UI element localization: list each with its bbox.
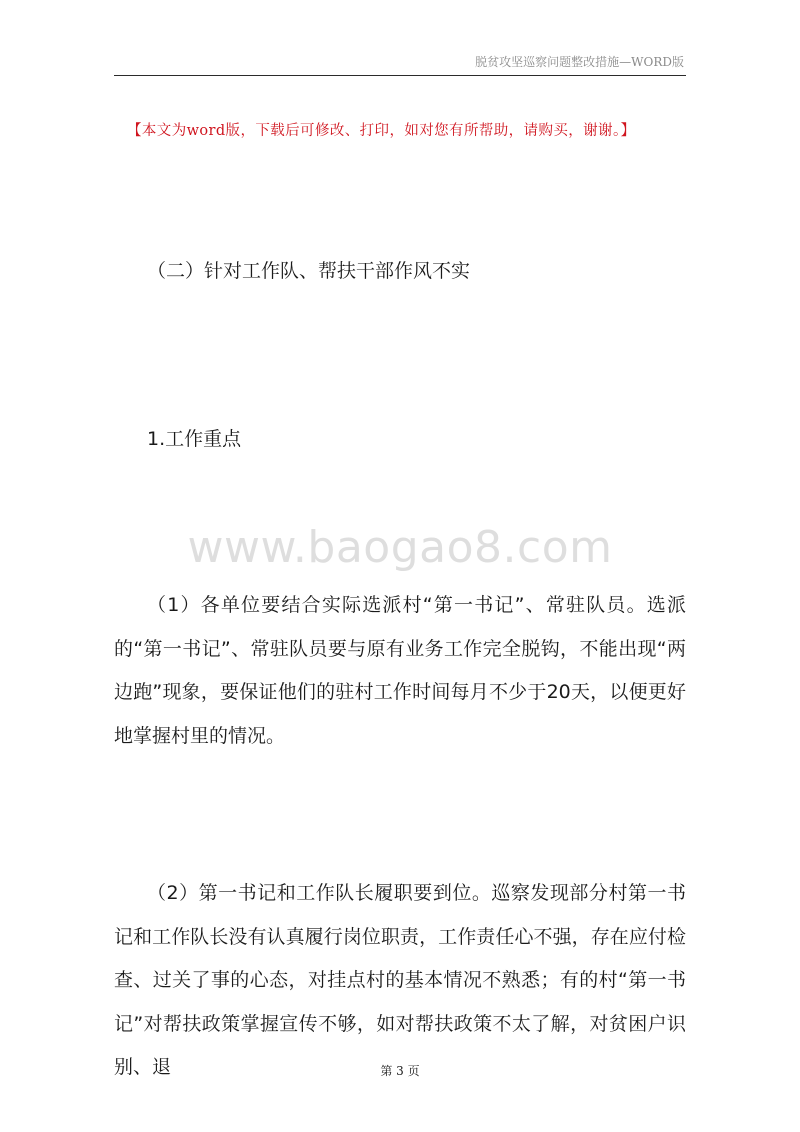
section-subheading: （二）针对工作队、帮扶干部作风不实	[147, 260, 471, 282]
page-number: 第 3 页	[380, 1064, 420, 1078]
body-paragraph-1: （1）各单位要结合实际选派村“第一书记”、常驻队员。选派的“第一书记”、常驻队员要与原有业务工作完全脱钩，不能出现“两边跑”现象，要保证他们的驻村工作时间每月不少于20天，以便更好地掌握村里的情况。	[114, 594, 686, 747]
watermark: www.baogao8.com	[187, 522, 613, 573]
download-notice: 【本文为word版，下载后可修改、打印，如对您有所帮助，请购买，谢谢。】	[127, 123, 636, 139]
header-divider	[114, 75, 686, 76]
point-heading: 1.工作重点	[147, 428, 242, 450]
header-title: 脱贫攻坚巡察问题整改措施—WORD版	[475, 55, 684, 69]
body-paragraph-2: （2）第一书记和工作队长履职要到位。巡察发现部分村第一书记和工作队长没有认真履行岗位职责，工作责任心不强，存在应付检查、过关了事的心态，对挂点村的基本情况不熟悉；有的村“第一书记”对帮扶政策掌握宣传不够，如对帮扶政策不太了解，对贫困户识别、退	[114, 882, 686, 1078]
